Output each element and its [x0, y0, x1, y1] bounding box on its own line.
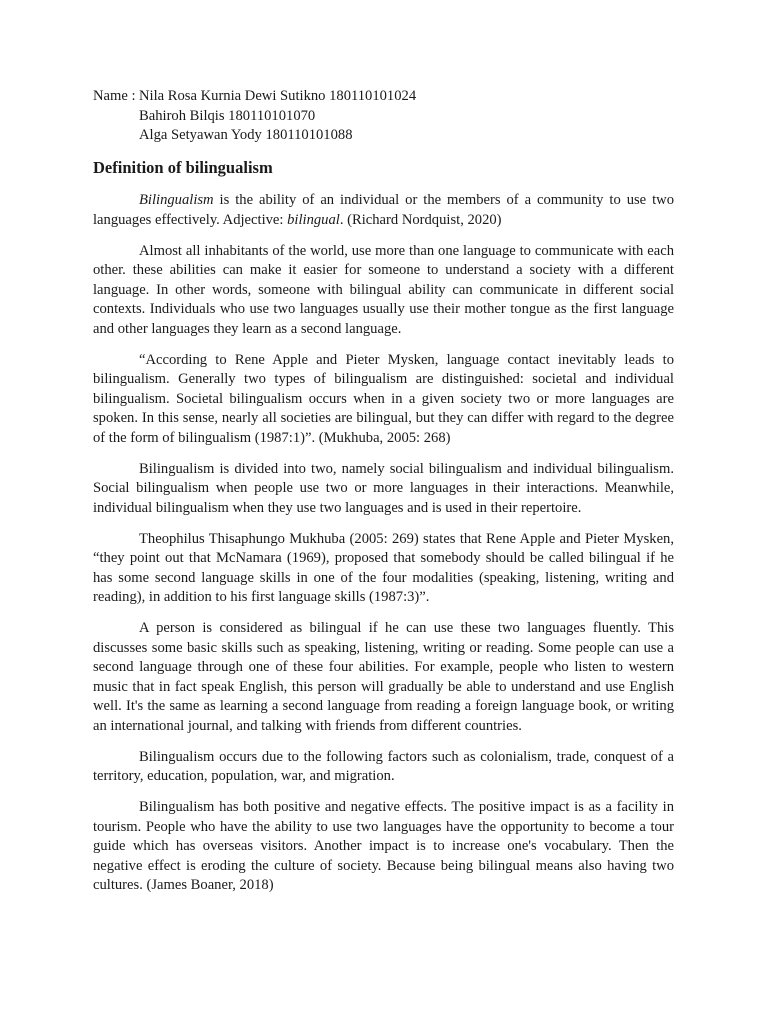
paragraph: A person is considered as bilingual if he can use these two languages fluently. This discusses some basic skills such as speaking, listening, writing or reading. Some people can use a second language through one of these four abilities. For example, people who listen to western music that in fact speak English, this person will gradually be able to understand and use English well. It's the same as learning a second language from reading a foreign language book, or writing an international journal, and talking with friends from different countries.	[93, 620, 674, 734]
paragraph: Almost all inhabitants of the world, use more than one language to communicate with each other. these abilities can make it easier for someone to understand a society with a different language. In other words, someone with bilingual ability can communicate in different social contexts. Individuals who use two languages usually use their mother tongue as the first language and other languages they learn as a second language.	[93, 242, 674, 337]
paragraph: Bilingualism has both positive and negative effects. The positive impact is as a facility in tourism. People who have the ability to use two languages have the opportunity to become a tour guide which has overseas visitors. Another impact is to increase one's vocabulary. Then the negative effect is eroding the culture of society. Because being bilingual means also having two cultures. (James Boaner, 2018)	[93, 799, 674, 893]
author-row	[93, 126, 693, 146]
author-name: Bahiroh Bilqis 180110101070	[139, 107, 316, 124]
name-label: Name :	[93, 88, 136, 104]
paragraph: Theophilus Thisaphungo Mukhuba (2005: 269) states that Rene Apple and Pieter Mysken, “they point out that McNamara (1969), proposed that somebody should be called bilingual if he has some second language skills in one of the four modalities (speaking, listening, writing and reading), in addition to his first language skills (1987:3)”.	[93, 530, 674, 605]
paragraph: Bilingualism is divided into two, namely social bilingualism and individual bilingualism. Social bilingualism when people use two or more languages in their interactions. Meanwhile, individual bilingualism when they use two languages and is used in their repertoire.	[93, 460, 674, 516]
section-title: Definition of bilingualism	[93, 158, 273, 177]
paragraph	[93, 191, 674, 230]
author-row	[93, 87, 693, 107]
document-body	[93, 191, 674, 907]
adjective-italic: bilingual	[287, 211, 340, 228]
author-name: Alga Setyawan Yody 180110101088	[139, 127, 353, 143]
paragraph: “According to Rene Apple and Pieter Mysken, language contact inevitably leads to bilingualism. Generally two types of bilingualism are distinguished: societal and individual bilingualism. Societal bilingualism occurs when in a given society two or more languages are spoken. In this sense, nearly all societies are bilingual, but they can differ with regard to the degree of the form of bilingualism (1987:1)”. (Mukhuba, 2005: 268)	[93, 351, 674, 446]
paragraph-text: is the ability of an individual or the members of a community to use two languages effectively. Adjective:	[93, 192, 674, 228]
paragraph: Bilingualism occurs due to the following factors such as colonialism, trade, conquest of a territory, education, population, war, and migration.	[93, 748, 674, 784]
author-name: Nila Rosa Kurnia Dewi Sutikno 180110101024	[139, 88, 417, 104]
author-list	[93, 87, 693, 146]
term-italic: Bilingualism	[139, 192, 214, 208]
author-row	[93, 107, 693, 127]
paragraph-text: . (Richard Nordquist, 2020)	[339, 211, 502, 228]
